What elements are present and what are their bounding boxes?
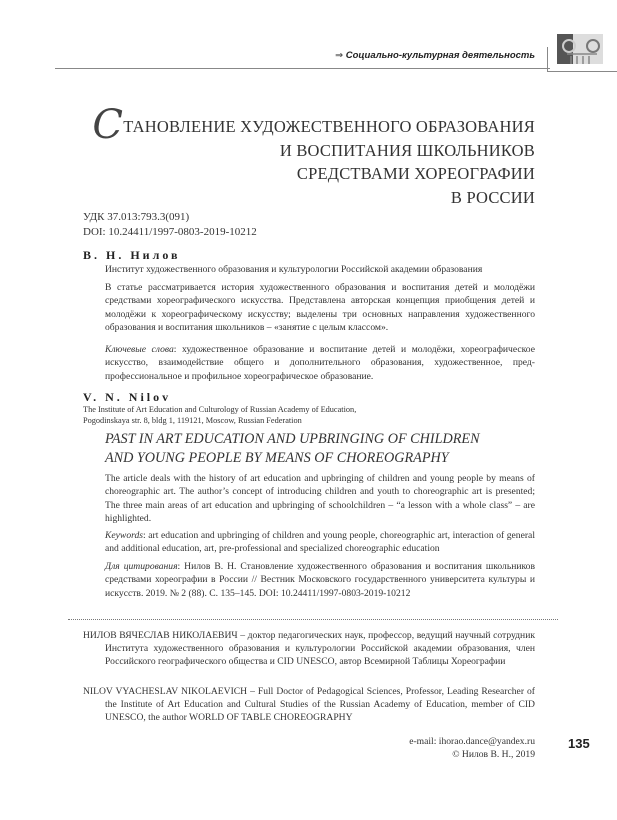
title-line: В РОССИИ — [450, 187, 535, 207]
title-en — [105, 430, 480, 468]
title-line: СРЕДСТВАМИ ХОРЕОГРАФИИ — [296, 164, 535, 183]
affiliation-ru: Институт художественного образования и культурологии Российской академии образования — [105, 264, 483, 275]
author-ru: В. Н. Нилов — [83, 248, 181, 262]
abstract-ru: В статье рассматривается история художественного образования и воспитания детей и молодёжи средствами хореографического искусства. Представлена авторская концепция приобщения детей и молодёжи к хореографическому искусству; выделены три основных направления художественного образования и воспитания школьников – «занятие с целым классом». — [105, 282, 535, 334]
dotted-divider — [68, 619, 558, 620]
article-title — [92, 102, 535, 209]
keywords-label: Ключевые слова — [105, 344, 174, 355]
doi: DOI: 10.24411/1997-0803-2019-10212 — [83, 226, 257, 238]
citation — [105, 560, 535, 600]
title-initial: С — [92, 102, 124, 148]
citation-text: : Нилов В. Н. Становление художественного образования и воспитания школьников средствами хореографии в России // Вестник Московского государственного университета культуры и искусств. 2019. № 2 (88). С. 135–145. DOI: 10.24411/1997-0803-2019-10212 — [105, 561, 535, 599]
section-title: Социально-культурная деятельность — [345, 50, 535, 61]
keywords-en — [105, 529, 535, 556]
citation-label: Для цитирования — [105, 561, 178, 572]
affiliation-en: The Institute of Art Education and Culturology of Russian Academy of Education, — [83, 405, 357, 414]
keywords-label: Keywords — [105, 530, 144, 541]
copyright: © Нилов В. Н., 2019 — [452, 749, 535, 760]
author-en: V. N. Nilov — [83, 390, 172, 404]
udc: УДК 37.013:793.3(091) — [83, 211, 190, 223]
arrow-icon: ⇒ — [335, 50, 344, 61]
header-frame-line — [547, 47, 548, 71]
author-bio-en: NILOV VYACHESLAV NIKOLAEVICH – Full Doctor of Pedagogical Sciences, Professor, Leading Researcher of the Institute of Art Education and Cultural Studies of the Russian Academy of Education, member of CID UNESCO, the author WORLD OF TABLE CHOREOGRAPHY — [83, 686, 535, 723]
author-bio-ru: НИЛОВ ВЯЧЕСЛАВ НИКОЛАЕВИЧ – доктор педагогических наук, профессор, ведущий научный сотрудник Института художественного образования и культурологии Российской академии образования, член Российского географического общества и CID UNESCO, автор Всемирной Таблицы Хореографии — [83, 630, 535, 667]
page-number: 135 — [568, 736, 590, 751]
title-en-line: PAST IN ART EDUCATION AND UPBRINGING OF CHILDREN — [105, 431, 480, 447]
keywords-ru — [105, 343, 535, 383]
author-email[interactable]: e-mail: ihorao.dance@yandex.ru — [409, 736, 535, 747]
title-line: ТАНОВЛЕНИЕ ХУДОЖЕСТВЕННОГО ОБРАЗОВАНИЯ — [123, 117, 535, 136]
title-line: И ВОСПИТАНИЯ ШКОЛЬНИКОВ — [279, 140, 535, 160]
keywords-text: : art education and upbringing of children and young people, choreographic art, interaction of general and additional education, art, pre-professional and specialized choreographic education — [105, 530, 535, 555]
abstract-en: The article deals with the history of art education and upbringing of children and young people by means of choreographic art. The author’s concept of introducing children and youth to choreographic art is presented; The three main areas of art education and upbringing of schoolchildren – “a lesson with a whole class” – are highlighted. — [105, 473, 535, 525]
affiliation-address: Pogodinskaya str. 8, bldg 1, 119121, Moscow, Russian Federation — [83, 416, 302, 425]
header-frame-line — [547, 71, 617, 72]
keywords-text: : художественное образование и воспитание детей и молодёжи, хореографическое искусство, взаимодействие общего и дополнительного образования, художественное, предпрофессиональное и профильное хореографическое образование. — [105, 344, 535, 382]
ionic-column-capital-icon — [557, 34, 603, 64]
title-en-line: AND YOUNG PEOPLE BY MEANS OF CHOREOGRAPHY — [105, 450, 449, 466]
header-rule — [55, 68, 550, 69]
running-header — [335, 50, 535, 61]
